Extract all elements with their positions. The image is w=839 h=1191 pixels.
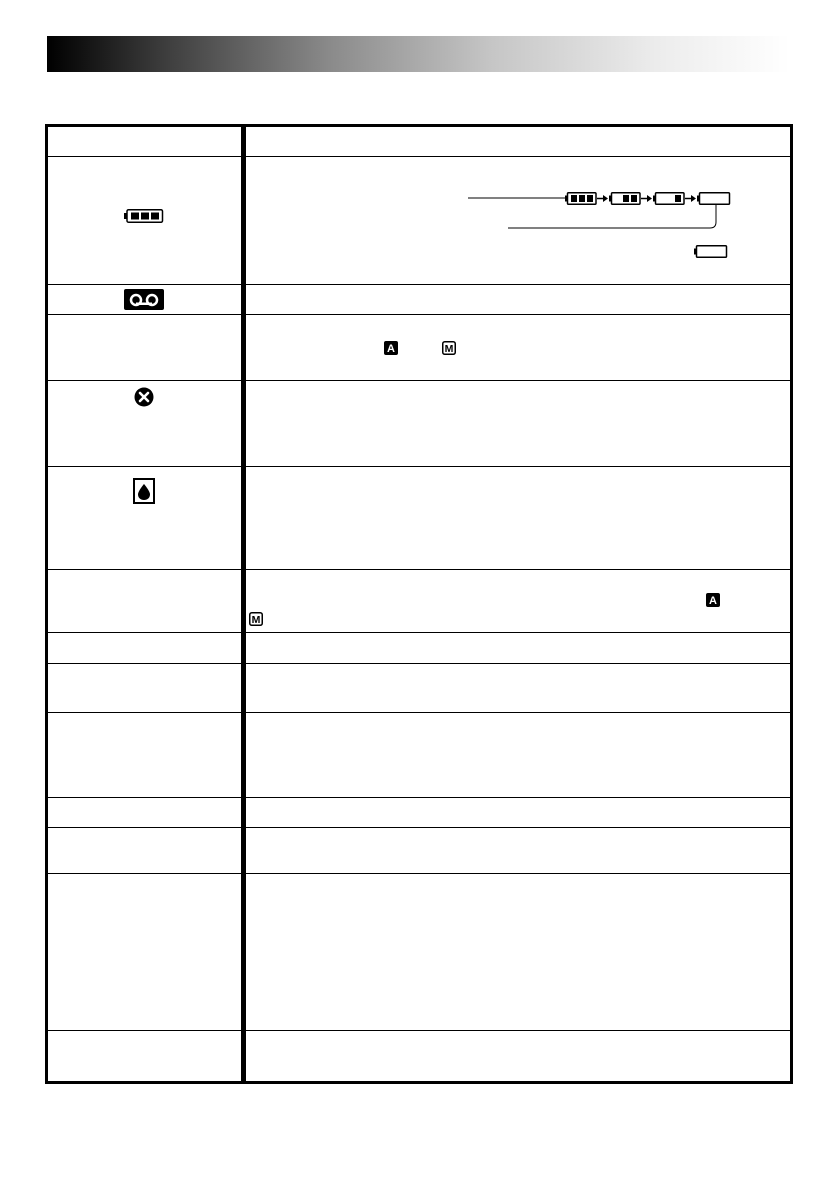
svg-text:M: M: [444, 343, 454, 355]
row-separator: [45, 569, 793, 570]
row-separator: [45, 314, 793, 315]
svg-text:A: A: [709, 595, 717, 607]
arrow-right-icon: [685, 194, 697, 203]
battery-icon: [124, 209, 164, 223]
arrow-right-icon: [597, 194, 609, 203]
indicator-table: [45, 124, 793, 1084]
row-separator: [45, 712, 793, 713]
row-separator: [45, 380, 793, 381]
auto-mode-icon: [706, 593, 720, 607]
row-separator: [45, 284, 793, 285]
arrow-right-icon: [641, 194, 653, 203]
row-separator: [45, 466, 793, 467]
section-header-bar: [47, 36, 790, 72]
svg-text:M: M: [251, 614, 261, 626]
water-drop-icon: [133, 478, 155, 504]
row-separator: [45, 156, 793, 157]
row-separator: [45, 827, 793, 828]
battery-empty-icon: [694, 245, 728, 258]
svg-text:A: A: [387, 343, 395, 355]
error-x-icon: [134, 387, 154, 407]
cassette-tape-icon: [124, 289, 164, 310]
row-separator: [45, 1030, 793, 1031]
auto-mode-icon: [384, 341, 398, 355]
row-separator: [45, 632, 793, 633]
row-separator: [45, 873, 793, 874]
row-separator: [45, 663, 793, 664]
leader-line-bracket: [508, 204, 720, 230]
row-separator: [45, 797, 793, 798]
manual-mode-icon: [249, 612, 263, 626]
manual-mode-icon: [442, 341, 456, 355]
column-divider: [241, 124, 246, 1084]
leader-line: [468, 196, 568, 200]
